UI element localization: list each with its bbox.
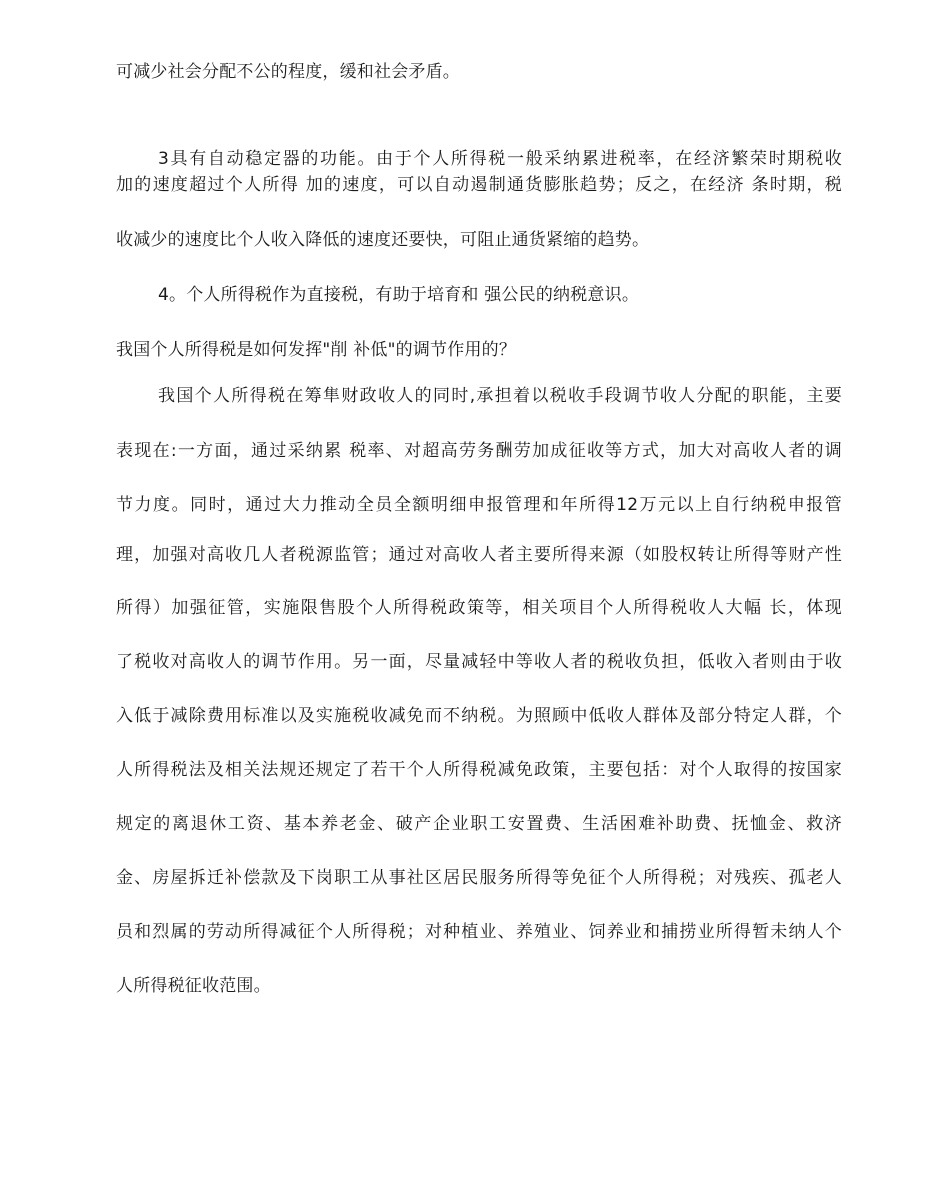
paragraph-line: 金、房屋拆迁补偿款及下岗职工从事社区居民服务所得等免征个人所得税；对残疾、孤老人 <box>116 868 842 888</box>
paragraph-line: 表现在:一方面，通过采纳累 税率、对超高劳务酬劳加成征收等方式，加大对高收人者的调 <box>116 441 842 461</box>
paragraph-line: 规定的离退休工资、基本养老金、破产企业职工安置费、生活困难补助费、抚恤金、救济 <box>116 814 842 834</box>
paragraph-line: 理，加强对高收几人者税源监管；通过对高收人者主要所得来源（如股权转让所得等财产性 <box>116 545 842 565</box>
paragraph-line: 入低于减除费用标准以及实施税收减免而不纳税。为照顾中低收人群体及部分特定人群，个 <box>116 706 842 726</box>
paragraph-line: 了税收对高收人的调节作用。另一面，尽量减轻中等收人者的税收负担，低收入者则由于收 <box>116 652 842 672</box>
paragraph-line: 所得）加强征管，实施限售股个人所得税政策等，相关项目个人所得税收人大幅 长，体现 <box>116 598 842 618</box>
paragraph-line: 节力度。同时，通过大力推动全员全额明细申报管理和年所得12万元以上自行纳税申报管 <box>116 495 842 515</box>
paragraph-line: 加的速度超过个人所得 加的速度，可以自动遏制通货膨胀趋势；反之，在经济 条时期，税 <box>116 175 842 195</box>
paragraph-line: 收减少的速度比个人收入降低的速度还要快，可阻止通货紧缩的趋势。 <box>116 230 650 250</box>
paragraph-line: 人所得税法及相关法规还规定了若干个人所得税减免政策，主要包括：对个人取得的按国家 <box>116 760 842 780</box>
paragraph-line: 我国个人所得税在筹隼财政收人的同时,承担着以税收手段调节收人分配的职能，主要 <box>158 386 842 406</box>
paragraph-line: 4。个人所得税作为直接税，有助于培育和 强公民的纳税意识。 <box>158 285 640 305</box>
paragraph-line: 3具有自动稳定器的功能。由于个人所得税一般采纳累进税率，在经济繁荣时期税收 <box>158 149 842 169</box>
paragraph-line: 员和烈属的劳动所得减征个人所得税；对种植业、养殖业、饲养业和捕捞业所得暂未纳人个 <box>116 922 842 942</box>
question-heading: 我国个人所得税是如何发挥"削 补低"的调节作用的？ <box>116 340 517 360</box>
paragraph-line: 人所得税征收范围。 <box>116 976 271 996</box>
paragraph-line: 可减少社会分配不公的程度，缓和社会矛盾。 <box>116 62 460 82</box>
